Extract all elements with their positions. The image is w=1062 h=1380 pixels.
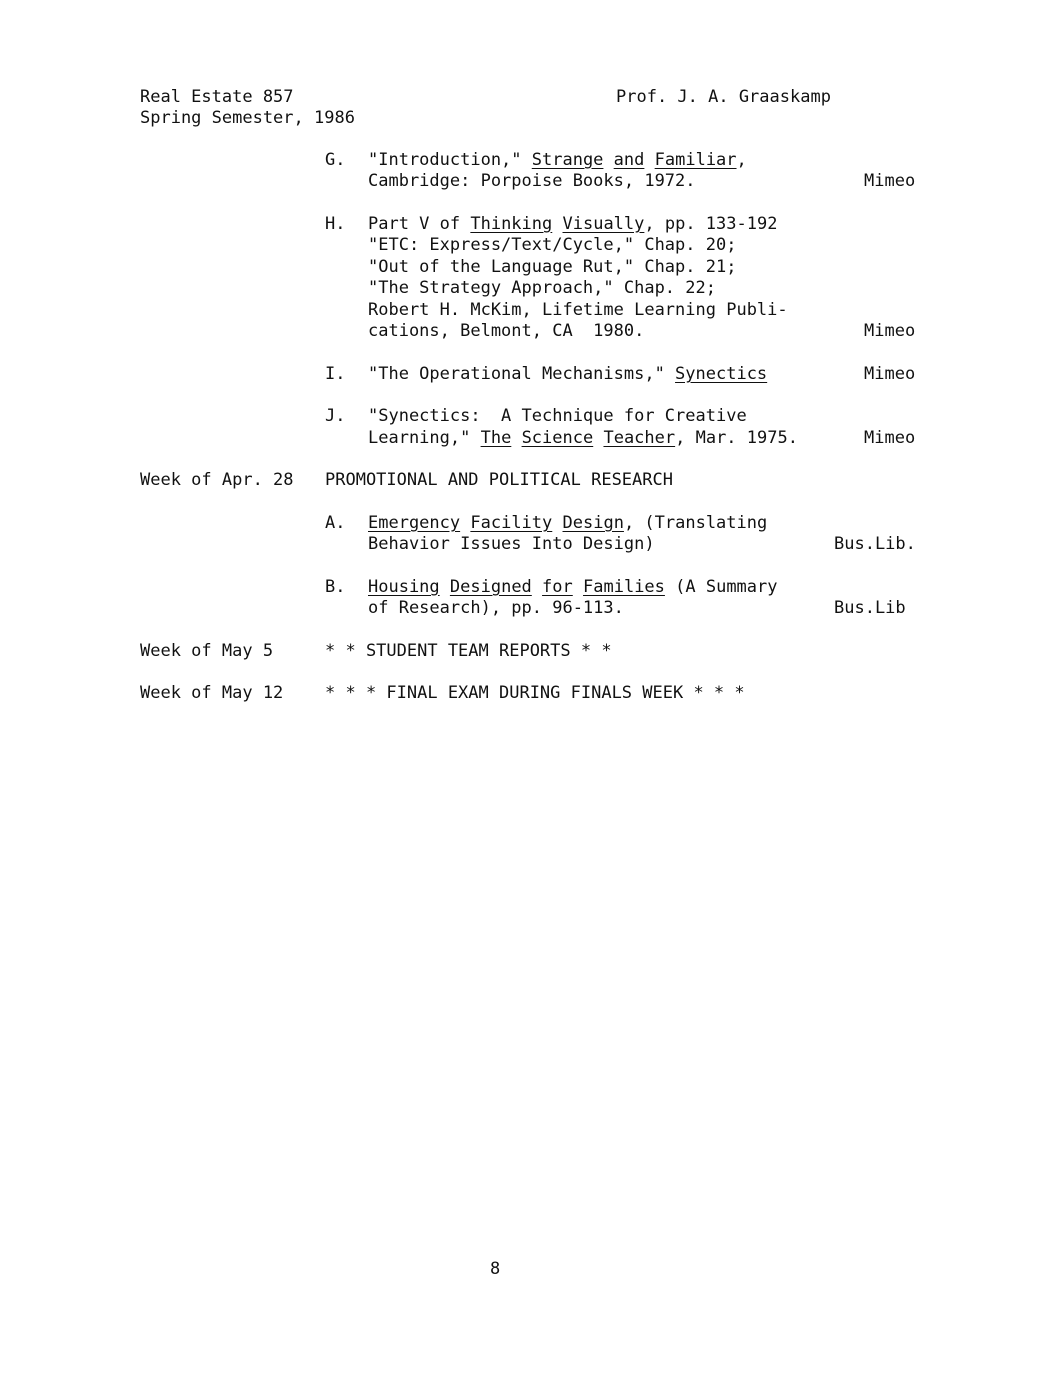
item-text-line: Behavior Issues Into Design): [368, 534, 655, 554]
item-text-line: Part V of Thinking Visually, pp. 133-192: [368, 214, 778, 234]
item-text-line: Learning," The Science Teacher, Mar. 1975.: [368, 428, 798, 448]
item-letter: H.: [325, 214, 346, 234]
item-text-line: "The Strategy Approach," Chap. 22;: [368, 278, 716, 298]
item-text-line: "Out of the Language Rut," Chap. 21;: [368, 257, 737, 277]
item-letter: A.: [325, 513, 346, 533]
week-label: Week of Apr. 28: [140, 470, 294, 490]
week-label: Week of May 5: [140, 641, 274, 661]
page-number: 8: [490, 1259, 501, 1279]
location-label: Bus.Lib.: [834, 534, 916, 554]
week-label: Week of May 12: [140, 683, 284, 703]
item-text-line: "Synectics: A Technique for Creative: [368, 406, 747, 426]
location-label: Mimeo: [864, 321, 916, 341]
location-label: Mimeo: [864, 364, 916, 384]
location-label: Mimeo: [864, 428, 916, 448]
item-text-line: Housing Designed for Families (A Summary: [368, 577, 778, 597]
professor: Prof. J. A. Graaskamp: [616, 87, 831, 107]
week-topic: * * * FINAL EXAM DURING FINALS WEEK * * *: [325, 683, 745, 703]
location-label: Mimeo: [864, 171, 916, 191]
item-text-line: cations, Belmont, CA 1980.: [368, 321, 645, 341]
item-text-line: Cambridge: Porpoise Books, 1972.: [368, 171, 696, 191]
week-topic: PROMOTIONAL AND POLITICAL RESEARCH: [325, 470, 673, 490]
item-text-line: "Introduction," Strange and Familiar,: [368, 150, 747, 170]
item-text-line: Emergency Facility Design, (Translating: [368, 513, 768, 533]
item-text-line: Robert H. McKim, Lifetime Learning Publi-: [368, 300, 788, 320]
item-text-line: "ETC: Express/Text/Cycle," Chap. 20;: [368, 235, 737, 255]
semester: Spring Semester, 1986: [140, 108, 355, 128]
location-label: Bus.Lib: [834, 598, 906, 618]
item-letter: G.: [325, 150, 346, 170]
item-letter: J.: [325, 406, 346, 426]
course-title: Real Estate 857: [140, 87, 294, 107]
item-letter: B.: [325, 577, 346, 597]
item-letter: I.: [325, 364, 346, 384]
item-text-line: "The Operational Mechanisms," Synectics: [368, 364, 768, 384]
week-topic: * * STUDENT TEAM REPORTS * *: [325, 641, 612, 661]
item-text-line: of Research), pp. 96-113.: [368, 598, 624, 618]
